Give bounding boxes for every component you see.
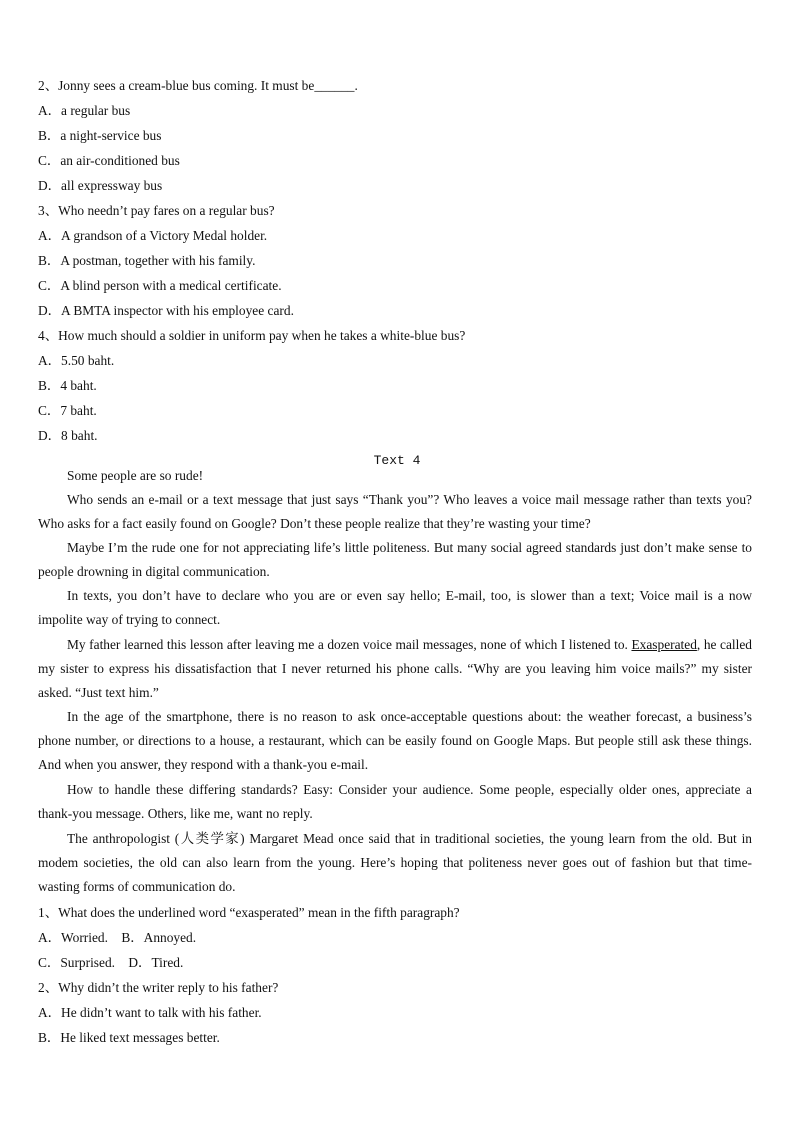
text4-q1-options-row-2: C．Surprised. D．Tired. bbox=[38, 955, 184, 970]
answer-blank: ______ bbox=[314, 78, 355, 93]
passage-paragraph-5 bbox=[38, 633, 752, 705]
q4-option-b: B．4 baht. bbox=[38, 378, 97, 393]
q4-option-c: C．7 baht. bbox=[38, 403, 97, 418]
passage-paragraph-4: In texts, you don’t have to declare who you are or even say hello; E-mail, too, is slower than a text; Voice mail is a now impolite way of trying to connect. bbox=[38, 588, 752, 627]
passage-paragraph-1: Some people are so rude! bbox=[67, 468, 204, 483]
text4-q2-option-b: B．He liked text messages better. bbox=[38, 1030, 220, 1045]
q2-option-a: A．a regular bus bbox=[38, 103, 131, 118]
question-2-stem bbox=[38, 78, 358, 94]
underlined-word: Exasperated bbox=[631, 637, 697, 652]
q2-option-b: B．a night-service bus bbox=[38, 128, 162, 143]
question-4-stem: 4、How much should a soldier in uniform pay when he takes a white-blue bus? bbox=[38, 328, 466, 343]
passage-paragraph-7: How to handle these differing standards? Easy: Consider your audience. Some people, especially older ones, appreciate a thank-you message. Others, like me, want no reply. bbox=[38, 782, 752, 821]
q3-option-b: B．A postman, together with his family. bbox=[38, 253, 256, 268]
text-4-title: Text 4 bbox=[373, 453, 421, 468]
q3-option-d: D．A BMTA inspector with his employee card. bbox=[38, 303, 294, 318]
text4-question-1-stem: 1、What does the underlined word “exasperated” mean in the fifth paragraph? bbox=[38, 905, 460, 920]
paragraph-5-rest: , he called my sister to express his dissatisfaction that I never returned his phone calls. “Why are you leaving him voice mails?” my sister asked. “Just text him.” bbox=[38, 637, 752, 700]
passage-paragraph-6: In the age of the smartphone, there is no reason to ask once-acceptable questions about: the weather forecast, a business’s phone number, or directions to a house, a restaurant, which can be easily found on Google Maps. But people still ask these things. And when you answer, they respond with a thank-you e-mail. bbox=[38, 709, 752, 772]
text4-q2-option-a: A．He didn’t want to talk with his father. bbox=[38, 1005, 262, 1020]
text4-q1-options-row-1: A．Worried. B．Annoyed. bbox=[38, 930, 197, 945]
q4-option-d: D．8 baht. bbox=[38, 428, 98, 443]
q2-option-c: C．an air-conditioned bus bbox=[38, 153, 180, 168]
q2-option-d: D．all expressway bus bbox=[38, 178, 163, 193]
question-3-stem: 3、Who needn’t pay fares on a regular bus? bbox=[38, 203, 275, 218]
passage-paragraph-2: Who sends an e-mail or a text message that just says “Thank you”? Who leaves a voice mail message rather than texts you? Who asks for a fact easily found on Google? Don’t these people realize that they’re wasting your time? bbox=[38, 492, 752, 531]
q3-option-a: A．A grandson of a Victory Medal holder. bbox=[38, 228, 268, 243]
question-2-text: 2、Jonny sees a cream-blue bus coming. It must be bbox=[38, 78, 315, 93]
passage-paragraph-8: The anthropologist (人类学家) Margaret Mead once said that in traditional societies, the young learn from the old. But in modem societies, the old can also learn from the young. Here’s hoping that politeness never goes out of fashion but that time-wasting forms of communication do. bbox=[38, 831, 752, 894]
q4-option-a: A．5.50 baht. bbox=[38, 353, 115, 368]
passage-paragraph-3: Maybe I’m the rude one for not appreciating life’s little politeness. But many social agreed standards just don’t make sense to people drowning in digital communication. bbox=[38, 540, 752, 579]
text4-question-2-stem: 2、Why didn’t the writer reply to his father? bbox=[38, 980, 279, 995]
q3-option-c: C．A blind person with a medical certificate. bbox=[38, 278, 282, 293]
question-2-period: . bbox=[354, 78, 358, 93]
paragraph-5-lead: My father learned this lesson after leaving me a dozen voice mail messages, none of which I listened to. bbox=[67, 637, 632, 652]
